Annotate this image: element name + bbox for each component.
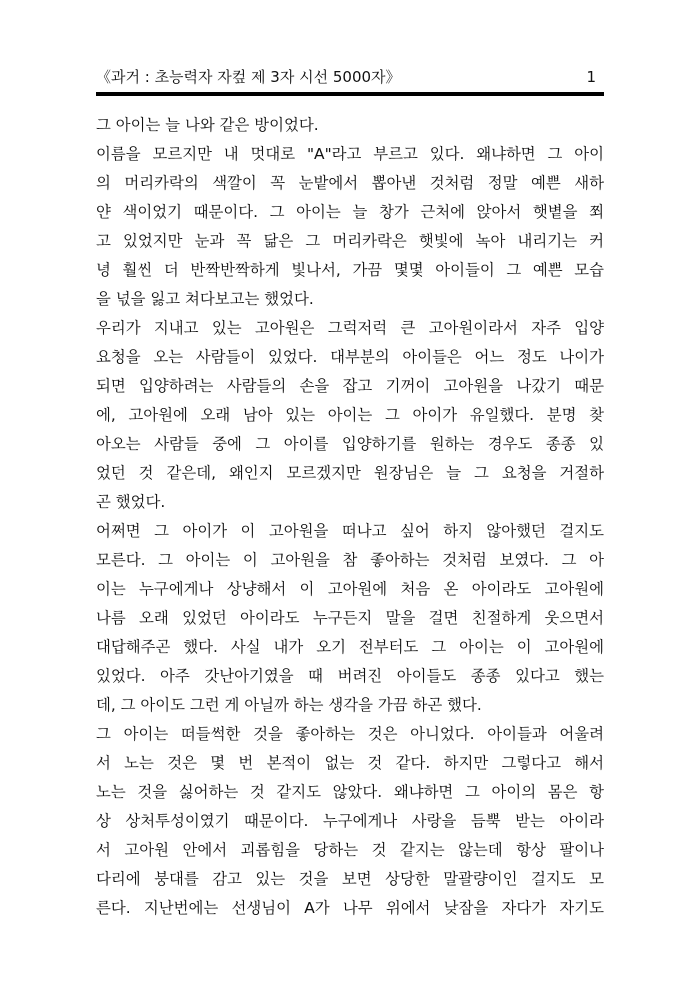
text-line: 우리가 지내고 있는 고아원은 그럭저럭 큰 고아원이라서 자주 입양	[96, 319, 604, 337]
body-text	[96, 111, 604, 923]
text-line: 데, 그 아이도 그런 게 아닐까 하는 생각을 가끔 하곤 했다.	[96, 696, 482, 714]
text-line: 아오는 사람들 중에 그 아이를 입양하기를 원하는 경우도 종종 있	[96, 435, 604, 453]
text-line: 되면 입양하려는 사람들의 손을 잡고 기꺼이 고아원을 나갔기 때문	[96, 377, 604, 395]
text-line: 요청을 오는 사람들이 있었다. 대부분의 아이들은 어느 정도 나이가	[96, 348, 604, 366]
header-title: 《과거 : 초능력자 자컾 제 3자 시선 5000자》	[96, 68, 401, 86]
text-line: 녕 훨씬 더 반짝반짝하게 빛나서, 가끔 몇몇 아이들이 그 예쁜 모습	[96, 261, 604, 279]
text-line: 나름 오래 있었던 아이라도 누구든지 말을 걸면 친절하게 웃으면서	[96, 609, 604, 627]
text-line: 이는 누구에게나 상냥해서 이 고아원에 처음 온 아이라도 고아원에	[96, 580, 604, 598]
header-rule	[96, 92, 604, 96]
page-number: 1	[586, 68, 596, 86]
text-line: 의 머리카락의 색깔이 꼭 눈밭에서 뽑아낸 것처럼 정말 예쁜 새하	[96, 174, 604, 192]
text-line: 어쩌면 그 아이가 이 고아원을 떠나고 싶어 하지 않아했던 걸지도	[96, 522, 604, 540]
text-line: 었던 것 같은데, 왜인지 모르겠지만 원장님은 늘 그 요청을 거절하	[96, 464, 604, 482]
text-line: 대답해주곤 했다. 사실 내가 오기 전부터도 그 아이는 이 고아원에	[96, 638, 604, 656]
text-line: 서 고아원 안에서 괴롭힘을 당하는 것 같지는 않는데 항상 팔이나	[96, 841, 604, 859]
page-header	[96, 66, 604, 88]
text-line: 을 넋을 잃고 쳐다보고는 했었다.	[96, 290, 314, 308]
text-line: 있었다. 아주 갓난아기였을 때 버려진 아이들도 종종 있다고 했는	[96, 667, 604, 685]
text-line: 고 있었지만 눈과 꼭 닮은 그 머리카락은 햇빛에 녹아 내리기는 커	[96, 232, 604, 250]
text-line: 른다. 지난번에는 선생님이 A가 나무 위에서 낮잠을 자다가 자기도	[96, 899, 604, 917]
text-line: 서 노는 것은 몇 번 본적이 없는 것 같다. 하지만 그렇다고 해서	[96, 754, 604, 772]
text-line: 그 아이는 늘 나와 같은 방이었다.	[96, 116, 319, 134]
text-line: 노는 것을 싫어하는 것 같지도 않았다. 왜냐하면 그 아이의 몸은 항	[96, 783, 604, 801]
text-line: 얀 색이었기 때문이다. 그 아이는 늘 창가 근처에 앉아서 햇볕을 쬐	[96, 203, 604, 221]
text-line: 다리에 붕대를 감고 있는 것을 보면 상당한 말괄량이인 걸지도 모	[96, 870, 604, 888]
text-line: 에, 고아원에 오래 남아 있는 아이는 그 아이가 유일했다. 분명 찾	[96, 406, 604, 424]
text-line: 곤 했었다.	[96, 493, 166, 511]
text-line: 모른다. 그 아이는 이 고아원을 참 좋아하는 것처럼 보였다. 그 아	[96, 551, 604, 569]
text-line: 이름을 모르지만 내 멋대로 "A"라고 부르고 있다. 왜냐하면 그 아이	[96, 145, 604, 163]
text-line: 상 상처투성이였기 때문이다. 누구에게나 사랑을 듬뿍 받는 아이라	[96, 812, 604, 830]
text-line: 그 아이는 떠들썩한 것을 좋아하는 것은 아니었다. 아이들과 어울려	[96, 725, 604, 743]
